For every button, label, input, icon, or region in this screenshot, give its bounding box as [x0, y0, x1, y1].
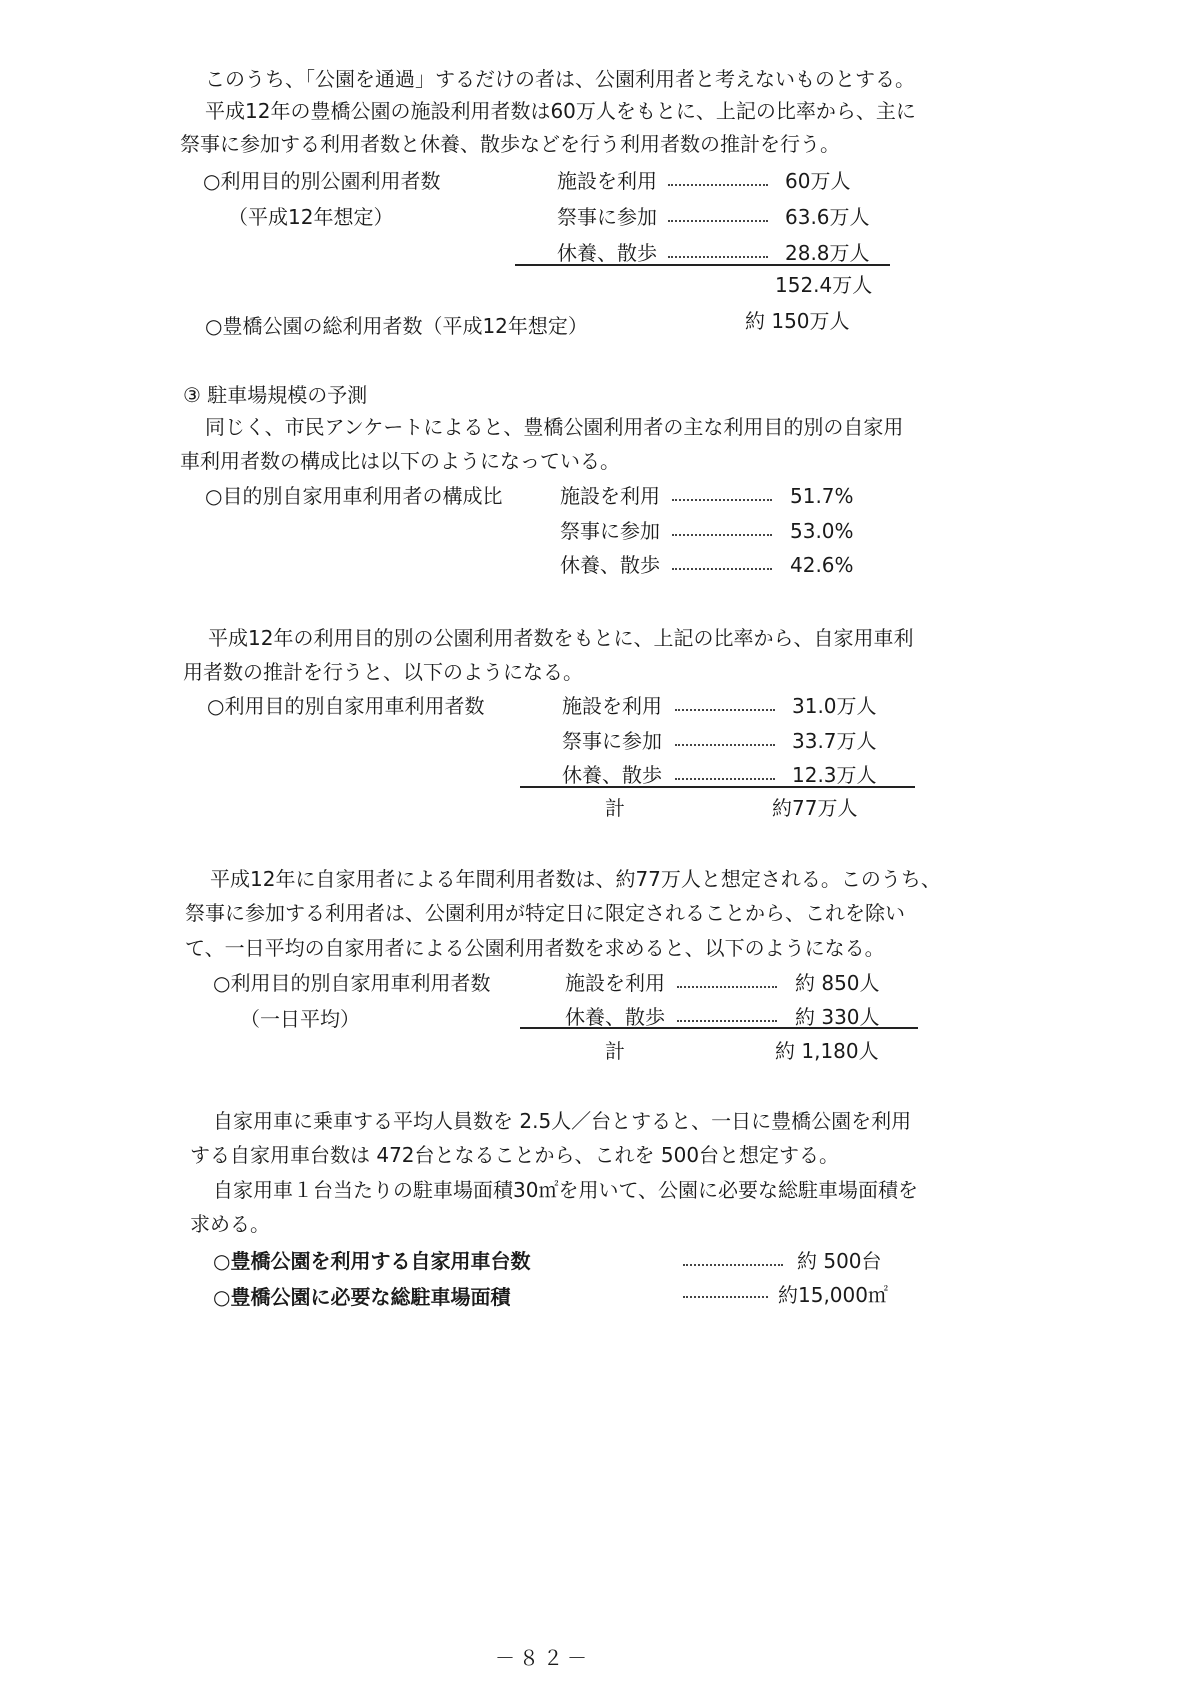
row-label: 休養、散歩	[560, 553, 660, 577]
paragraph-line: 同じく、市民アンケートによると、豊橋公園利用者の主な利用目的別の自家用	[205, 415, 904, 439]
dot-leader	[675, 709, 775, 711]
row-label: 祭事に参加	[557, 205, 657, 229]
paragraph-line: 用者数の推計を行うと、以下のようになる。	[183, 660, 583, 684]
list-subtitle: （平成12年想定）	[228, 205, 394, 229]
paragraph-line: このうち、「公園を通過」するだけの者は、公園利用者と考えないものとする。	[205, 67, 915, 91]
total-label: 計	[605, 1039, 625, 1063]
dot-leader	[675, 778, 775, 780]
sum-rule	[515, 264, 890, 266]
row-value: 33.7万人	[792, 729, 877, 753]
paragraph-line: 祭事に参加する利用者数と休養、散歩などを行う利用者数の推計を行う。	[180, 132, 840, 156]
paragraph-line: 自家用車１台当たりの駐車場面積30㎡を用いて、公園に必要な総駐車場面積を	[213, 1178, 919, 1202]
row-label: 休養、散歩	[557, 241, 657, 265]
total-label: 計	[605, 796, 625, 820]
row-label: 施設を利用	[562, 694, 662, 718]
paragraph-line: 祭事に参加する利用者は、公園利用が特定日に限定されることから、これを除い	[185, 901, 905, 925]
paragraph-line: 車利用者数の構成比は以下のようになっている。	[180, 449, 620, 473]
dot-leader	[677, 986, 777, 988]
page-number: －８２－	[495, 1646, 591, 1670]
result-label: ○豊橋公園を利用する自家用車台数	[213, 1249, 531, 1273]
total-value: 約 1,180人	[775, 1039, 879, 1063]
paragraph-line: 平成12年に自家用者による年間利用者数は、約77万人と想定される。このうち、	[210, 867, 941, 891]
row-value: 約 850人	[795, 971, 880, 995]
list-title: ○利用目的別自家用車利用者数	[213, 971, 491, 995]
list-title: ○目的別自家用車利用者の構成比	[205, 484, 503, 508]
paragraph-line: する自家用車台数は 472台となることから、これを 500台と想定する。	[190, 1143, 840, 1167]
paragraph-line: て、一日平均の自家用者による公園利用者数を求めると、以下のようになる。	[185, 936, 885, 960]
result-value: 約 500台	[797, 1249, 882, 1273]
dot-leader	[668, 184, 768, 186]
row-label: 休養、散歩	[562, 763, 662, 787]
row-value: 28.8万人	[785, 241, 870, 265]
row-value: 31.0万人	[792, 694, 877, 718]
row-value: 約 330人	[795, 1005, 880, 1029]
paragraph-line: 平成12年の利用目的別の公園利用者数をもとに、上記の比率から、自家用車利	[208, 626, 914, 650]
sum-rule	[520, 1027, 918, 1029]
row-label: 施設を利用	[565, 971, 665, 995]
row-label: 祭事に参加	[562, 729, 662, 753]
row-label: 休養、散歩	[565, 1005, 665, 1029]
row-label: 施設を利用	[560, 484, 660, 508]
dot-leader	[668, 220, 768, 222]
dot-leader	[668, 256, 768, 258]
total-value: 約77万人	[772, 796, 858, 820]
row-value: 51.7%	[790, 484, 854, 508]
dot-leader	[672, 568, 772, 570]
sum-rule	[520, 786, 915, 788]
dot-leader	[672, 499, 772, 501]
row-value: 53.0%	[790, 519, 854, 543]
dot-leader	[677, 1020, 777, 1022]
row-label: 祭事に参加	[560, 519, 660, 543]
summary-value: 約 150万人	[745, 309, 850, 333]
summary-label: ○豊橋公園の総利用者数（平成12年想定）	[205, 314, 588, 338]
row-label: 施設を利用	[557, 169, 657, 193]
row-value: 63.6万人	[785, 205, 870, 229]
list-title: ○利用目的別自家用車利用者数	[207, 694, 485, 718]
list-subtitle: （一日平均）	[240, 1007, 360, 1031]
list-title: ○利用目的別公園利用者数	[203, 169, 441, 193]
paragraph-line: 自家用車に乗車する平均人員数を 2.5人／台とすると、一日に豊橋公園を利用	[213, 1109, 912, 1133]
dot-leader	[672, 534, 772, 536]
paragraph-line: 平成12年の豊橋公園の施設利用者数は60万人をもとに、上記の比率から、主に	[205, 99, 916, 123]
dot-leader	[683, 1296, 768, 1298]
row-value: 12.3万人	[792, 763, 877, 787]
row-value: 60万人	[785, 169, 851, 193]
row-value: 42.6%	[790, 553, 854, 577]
dot-leader	[683, 1264, 783, 1266]
result-value: 約15,000㎡	[778, 1283, 888, 1307]
dot-leader	[675, 744, 775, 746]
section-heading: ③ 駐車場規模の予測	[183, 383, 368, 407]
paragraph-line: 求める。	[190, 1212, 270, 1236]
total-value: 152.4万人	[775, 273, 873, 297]
result-label: ○豊橋公園に必要な総駐車場面積	[213, 1285, 511, 1309]
